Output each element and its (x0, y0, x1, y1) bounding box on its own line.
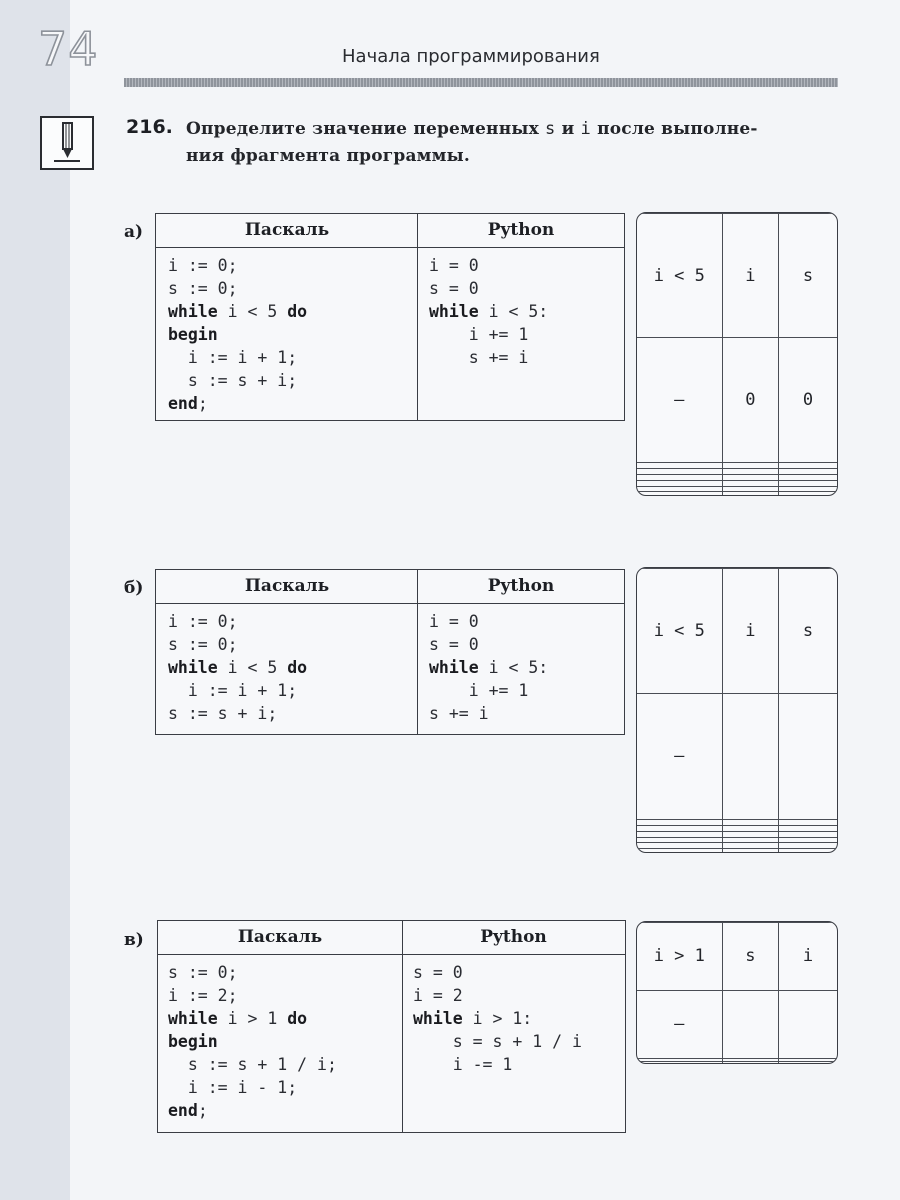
trace-row (637, 1061, 837, 1063)
code-text: s = s + 1 / i (413, 1032, 582, 1051)
task-var-s: s (545, 119, 556, 139)
code-line (168, 392, 307, 415)
code-text: i := 0; (168, 612, 238, 631)
column-divider (402, 921, 403, 1132)
python-column-header: Python (480, 927, 547, 947)
code-text: ; (197, 1101, 208, 1120)
code-line (413, 1053, 582, 1076)
code-text: i += 1 (429, 681, 529, 700)
code-line (429, 656, 548, 679)
python-code (429, 610, 548, 725)
code-line (168, 1076, 337, 1099)
code-line (429, 323, 548, 346)
code-text: i > 1: (462, 1009, 533, 1028)
code-line (168, 369, 307, 392)
code-line (168, 1099, 337, 1122)
code-keyword: do (287, 658, 308, 677)
code-table-header (158, 921, 625, 955)
code-keyword: while (168, 1009, 218, 1028)
code-text: s := 0; (168, 279, 238, 298)
code-text: i = 2 (413, 986, 463, 1005)
code-text: s += i (429, 704, 489, 723)
trace-row (637, 849, 837, 852)
code-line (413, 1007, 582, 1030)
trace-header-cell: i (722, 214, 778, 338)
code-text: s := s + i; (168, 371, 298, 390)
trace-header-cell: i (722, 569, 778, 694)
code-keyword: begin (168, 325, 218, 344)
code-line (429, 679, 548, 702)
code-table-a (155, 213, 625, 421)
trace-row (637, 694, 837, 819)
trace-cell[interactable] (637, 492, 722, 495)
code-keyword: while (429, 658, 479, 677)
code-line (168, 277, 307, 300)
pascal-code (168, 961, 337, 1122)
pascal-column-header: Паскаль (237, 927, 323, 947)
task-text-before: Определите значение переменных (186, 119, 546, 139)
code-line (413, 1030, 582, 1053)
trace-cell[interactable] (722, 694, 778, 819)
trace-header-cell: i < 5 (637, 569, 722, 694)
code-line (429, 610, 548, 633)
code-line (429, 300, 548, 323)
page-margin-strip (0, 0, 70, 1200)
code-line (168, 323, 307, 346)
code-line (168, 633, 307, 656)
code-line (429, 702, 548, 725)
trace-grid (637, 922, 837, 1063)
trace-header-cell: i (779, 923, 837, 991)
column-divider (417, 570, 418, 734)
code-text: s += i (429, 348, 529, 367)
code-text: s = 0 (413, 963, 463, 982)
code-table-b (155, 569, 625, 735)
pencil-task-icon (40, 116, 94, 170)
part-label-c: в) (124, 930, 144, 950)
trace-row (637, 492, 837, 495)
python-code (429, 254, 548, 369)
pascal-column-header: Паскаль (244, 220, 330, 240)
trace-cell[interactable] (779, 990, 837, 1058)
code-line (429, 254, 548, 277)
code-keyword: do (287, 302, 308, 321)
code-text: s = 0 (429, 279, 479, 298)
code-keyword: end (168, 394, 198, 413)
code-text: i > 1 (217, 1009, 288, 1028)
code-text: i := i + 1; (168, 681, 298, 700)
trace-row (637, 338, 837, 462)
code-keyword: while (168, 302, 218, 321)
trace-cell[interactable] (722, 1061, 778, 1063)
code-text: i < 5 (217, 658, 288, 677)
task-text-mid: и (555, 119, 581, 139)
trace-cell[interactable]: — (637, 694, 722, 819)
task-text-line2: ния фрагмента программы. (186, 146, 470, 166)
trace-cell[interactable] (779, 849, 837, 852)
code-keyword: end (168, 1101, 198, 1120)
code-text: i += 1 (429, 325, 529, 344)
code-line (168, 1053, 337, 1076)
code-text: ; (197, 394, 208, 413)
code-keyword: while (413, 1009, 463, 1028)
trace-cell[interactable] (722, 849, 778, 852)
pascal-column-header: Паскаль (244, 576, 330, 596)
python-column-header: Python (487, 576, 555, 596)
code-table-header (156, 214, 624, 248)
code-line (429, 277, 548, 300)
trace-cell[interactable] (637, 849, 722, 852)
code-table-header (156, 570, 624, 604)
task-number: 216. (126, 116, 173, 138)
code-line (168, 984, 337, 1007)
code-line (168, 610, 307, 633)
trace-header-cell: i < 5 (637, 214, 722, 338)
running-title: Начала программирования (342, 46, 600, 67)
pascal-code (168, 254, 307, 415)
code-line (168, 679, 307, 702)
trace-cell[interactable] (722, 492, 778, 495)
code-text: s := s + i; (168, 704, 278, 723)
code-line (413, 961, 582, 984)
code-line (168, 346, 307, 369)
trace-header-cell: s (779, 569, 837, 694)
code-text: i := 0; (168, 256, 238, 275)
code-line (168, 300, 307, 323)
code-line (168, 1030, 337, 1053)
header-rule (124, 78, 838, 87)
trace-cell[interactable] (779, 1061, 837, 1063)
trace-cell[interactable] (637, 1061, 722, 1063)
trace-row (637, 990, 837, 1058)
code-line (168, 702, 307, 725)
trace-grid (637, 568, 837, 852)
trace-cell[interactable]: — (637, 990, 722, 1058)
code-text: i = 0 (429, 256, 479, 275)
code-text: i := i - 1; (168, 1078, 298, 1097)
trace-cell[interactable] (722, 990, 778, 1058)
code-text: i := 2; (168, 986, 238, 1005)
code-text: i = 0 (429, 612, 479, 631)
trace-table-a (636, 212, 838, 496)
code-text: s = 0 (429, 635, 479, 654)
trace-cell[interactable] (779, 694, 837, 819)
code-line (429, 633, 548, 656)
trace-table-c (636, 921, 838, 1064)
code-text: s := s + 1 / i; (168, 1055, 337, 1074)
code-text: i < 5: (478, 658, 549, 677)
code-keyword: while (168, 658, 218, 677)
code-text: i < 5: (478, 302, 549, 321)
code-table-c (157, 920, 626, 1133)
task-var-i: i (580, 119, 591, 139)
trace-cell[interactable]: — (637, 338, 722, 462)
task-statement (186, 116, 846, 170)
trace-header-cell: i > 1 (637, 923, 722, 991)
code-line (413, 984, 582, 1007)
code-keyword: begin (168, 1032, 218, 1051)
trace-grid (637, 213, 837, 495)
trace-cell[interactable]: 0 (722, 338, 778, 462)
code-line (168, 1007, 337, 1030)
page-number: 74 (38, 22, 99, 76)
trace-header-cell: s (722, 923, 778, 991)
code-line (168, 656, 307, 679)
code-text: i -= 1 (413, 1055, 513, 1074)
part-label-b: б) (124, 578, 144, 598)
part-label-a: а) (124, 222, 144, 242)
code-text: i := i + 1; (168, 348, 298, 367)
python-code (413, 961, 582, 1076)
code-line (168, 961, 337, 984)
trace-header-cell: s (779, 214, 837, 338)
code-text: s := 0; (168, 635, 238, 654)
code-text: s := 0; (168, 963, 238, 982)
pascal-code (168, 610, 307, 725)
trace-table-b (636, 567, 838, 853)
code-keyword: do (287, 1009, 308, 1028)
trace-cell[interactable] (779, 492, 837, 495)
code-line (168, 254, 307, 277)
code-text: i < 5 (217, 302, 288, 321)
column-divider (417, 214, 418, 420)
trace-cell[interactable]: 0 (779, 338, 837, 462)
code-keyword: while (429, 302, 479, 321)
code-line (429, 346, 548, 369)
task-text-after: после выполне- (590, 119, 758, 139)
python-column-header: Python (487, 220, 555, 240)
